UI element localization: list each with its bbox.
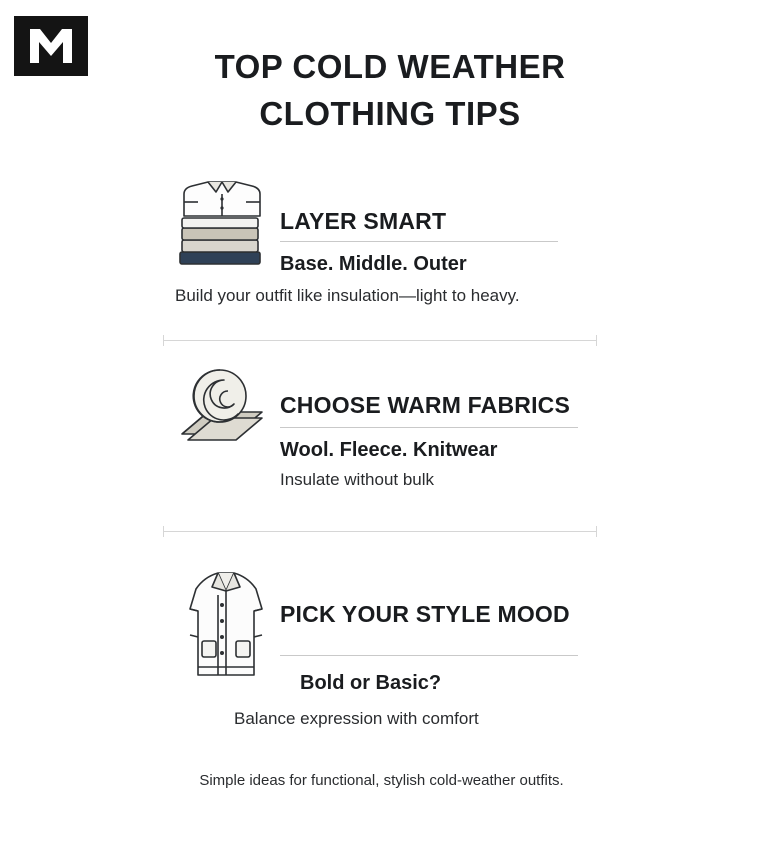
section-heading: PICK YOUR STYLE MOOD	[280, 601, 570, 627]
section-heading: CHOOSE WARM FABRICS	[280, 392, 571, 418]
section-rule	[280, 655, 578, 656]
section-divider-2	[163, 531, 597, 532]
folded-shirts-icon	[168, 172, 276, 280]
footer-note: Simple ideas for functional, stylish cold-weather outfits.	[199, 772, 564, 789]
section-divider-1	[163, 340, 597, 341]
section-description: Balance expression with comfort	[234, 709, 479, 728]
m-monogram-icon	[28, 27, 74, 65]
section-description: Build your outfit like insulation—light to heavy.	[175, 286, 520, 305]
section-subheading: Bold or Basic?	[300, 672, 442, 694]
page-title	[110, 44, 670, 138]
page-title-line-2: CLOTHING TIPS	[259, 94, 521, 132]
section-heading: LAYER SMART	[280, 208, 447, 234]
section-description: Insulate without bulk	[280, 470, 435, 489]
section-subheading: Base. Middle. Outer	[280, 253, 467, 275]
winter-coat-icon	[168, 565, 284, 685]
rolled-scarf-icon	[168, 360, 276, 468]
section-rule	[280, 241, 558, 242]
section-subheading: Wool. Fleece. Knitwear	[280, 439, 498, 461]
page-title-line-1: TOP COLD WEATHER	[214, 48, 566, 85]
section-rule	[280, 427, 578, 428]
brand-logo	[14, 16, 88, 76]
